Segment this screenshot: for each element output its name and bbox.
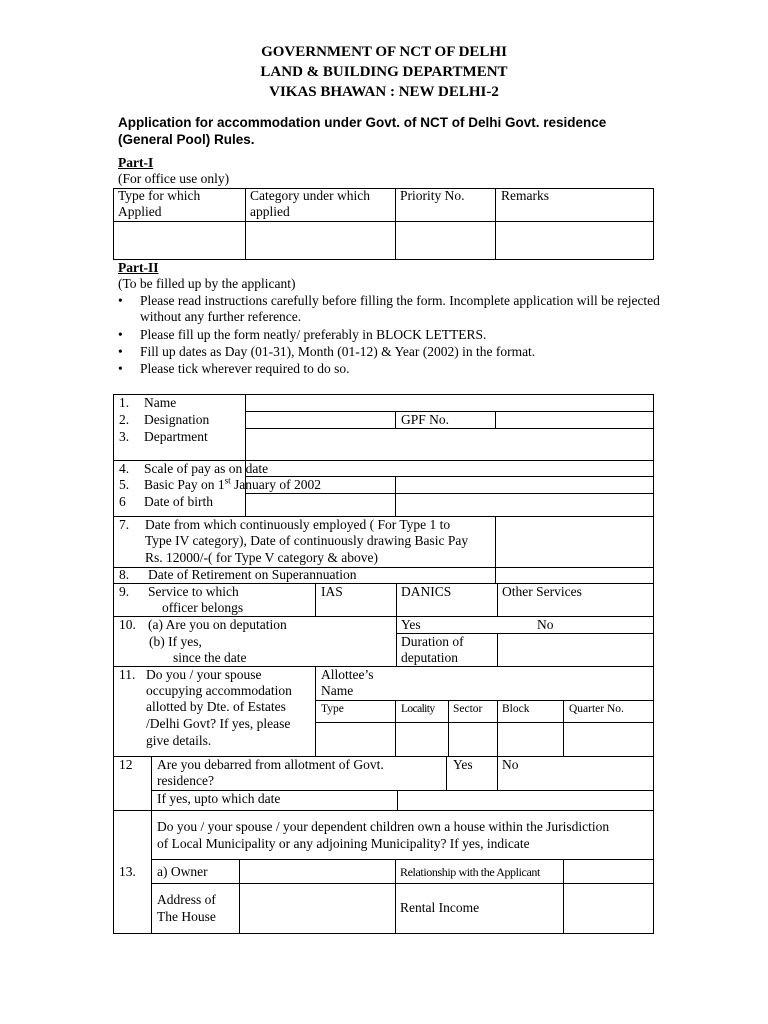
house-address-label: The House [157, 909, 216, 924]
part1-col-remarks: Remarks [501, 188, 549, 203]
row-number: 6 [119, 494, 126, 509]
duration-label: deputation [401, 650, 458, 665]
house-address-label: Address of [157, 892, 216, 907]
bullet-icon: • [118, 327, 123, 342]
govt-accommodation-label: Do you / your spouse [146, 667, 262, 682]
part1-input-remarks[interactable] [496, 222, 653, 259]
sector-header: Sector [453, 703, 483, 715]
deputation-since-label: (b) If yes, [149, 634, 202, 649]
duration-label: Duration of [401, 634, 464, 649]
row-number: 2. [119, 412, 130, 427]
type-field[interactable] [316, 723, 395, 756]
debarred-label: Are you debarred from allotment of Govt. [157, 757, 384, 772]
continuous-employment-label: Type IV category), Date of continuously drawing Basic Pay [145, 533, 469, 548]
bullet-icon: • [118, 293, 123, 308]
deputation-no-option[interactable]: No [537, 617, 554, 632]
gpf-field[interactable] [496, 412, 653, 428]
row-number: 13. [119, 864, 136, 879]
ias-option[interactable]: IAS [321, 584, 343, 599]
govt-accommodation-label: allotted by Dte. of Estates [146, 699, 286, 714]
row-number: 9. [119, 584, 130, 599]
department-field[interactable] [246, 429, 653, 460]
deputation-since-label: since the date [173, 650, 247, 665]
date-of-birth-field[interactable] [396, 494, 653, 516]
owner-field[interactable] [240, 860, 395, 883]
basic-pay-label: Basic Pay on 1st January of 2002 [144, 475, 321, 492]
instruction-text: Please read instructions carefully before filling the form. Incomplete application will be rejected without any further reference. [140, 293, 660, 324]
continuous-employment-label: Date from which continuously employed ( For Type 1 to [145, 517, 451, 532]
instruction-item [118, 327, 658, 343]
part1-input-category[interactable] [246, 222, 395, 259]
allottee-name-label: Allottee’s [321, 667, 374, 682]
instruction-text: Fill up dates as Day (01-31), Month (01-12) & Year (2002) in the format. [140, 344, 536, 359]
part1-note: (For office use only) [118, 171, 230, 186]
name-label: Name [144, 395, 177, 410]
row-number: 10. [119, 617, 136, 632]
debarred-label: residence? [157, 773, 214, 788]
service-label: Service to which [148, 584, 239, 599]
gpf-label: GPF No. [401, 412, 450, 427]
scale-of-pay-label: Scale of pay as on date [144, 461, 269, 476]
part2-heading: Part-II [118, 260, 159, 275]
row-number: 11. [119, 667, 136, 682]
part1-input-priority[interactable] [396, 222, 495, 259]
part1-col-type: Type for which Applied [118, 188, 201, 219]
own-house-label: Do you / your spouse / your dependent children own a house within the Jurisdiction [157, 819, 610, 834]
part1-input-type[interactable] [114, 222, 245, 259]
instruction-item [118, 293, 658, 325]
row-number: 4. [119, 461, 130, 476]
row-number: 1. [119, 395, 130, 410]
row-number: 8. [119, 567, 130, 582]
basic-pay-field[interactable] [396, 477, 653, 493]
row-number: 5. [119, 477, 130, 492]
sector-field[interactable] [449, 723, 497, 756]
govt-accommodation-label: occupying accommodation [146, 683, 292, 698]
row-number: 7. [119, 517, 130, 532]
own-house-label: of Local Municipality or any adjoining Municipality? If yes, indicate [157, 836, 530, 851]
instruction-item [118, 344, 658, 360]
house-address-field[interactable] [240, 884, 395, 933]
deputation-label: (a) Are you on deputation [148, 617, 287, 632]
part1-col-priority: Priority No. [400, 188, 465, 203]
scale-of-pay-field[interactable] [246, 461, 653, 476]
retirement-date-field[interactable] [496, 568, 653, 583]
header-line-address: VIKAS BHAWAN : NEW DELHI-2 [269, 84, 499, 100]
instruction-text: Please fill up the form neatly/ preferably in BLOCK LETTERS. [140, 327, 487, 342]
name-field[interactable] [246, 395, 653, 411]
instruction-item [118, 361, 658, 377]
continuous-employment-field[interactable] [496, 517, 653, 567]
debarred-date-label: If yes, upto which date [157, 791, 281, 806]
quarter-no-header: Quarter No. [569, 703, 624, 715]
form-title: Application for accommodation under Govt. of NCT of Delhi Govt. residence (General Pool) Rules. [118, 115, 607, 147]
allottee-name-field[interactable] [396, 667, 653, 700]
bullet-icon: • [118, 361, 123, 376]
duration-field[interactable] [498, 634, 653, 666]
govt-accommodation-label: give details. [146, 733, 212, 748]
date-of-birth-label: Date of birth [144, 494, 213, 509]
allottee-name-label: Name [321, 683, 354, 698]
instruction-text: Please tick wherever required to do so. [140, 361, 350, 376]
locality-field[interactable] [396, 723, 448, 756]
service-label: officer belongs [162, 600, 244, 615]
retirement-date-label: Date of Retirement on Superannuation [148, 567, 357, 582]
row-number: 12 [119, 757, 133, 772]
continuous-employment-label: Rs. 12000/-( for Type V category & above) [145, 550, 379, 565]
govt-accommodation-label: /Delhi Govt? If yes, please [146, 716, 291, 731]
other-services-option[interactable]: Other Services [502, 584, 582, 599]
header-line-government: GOVERNMENT OF NCT OF DELHI [261, 44, 507, 60]
row-number: 3. [119, 429, 130, 444]
rental-income-field[interactable] [564, 884, 653, 933]
block-header: Block [502, 703, 530, 715]
owner-label: a) Owner [157, 864, 208, 879]
part2-note: (To be filled up by the applicant) [118, 276, 296, 291]
department-label: Department [144, 429, 208, 444]
relationship-field[interactable] [564, 860, 653, 883]
part1-col-category: Category under which applied [250, 188, 370, 219]
part1-heading: Part-I [118, 155, 154, 170]
debarred-date-field[interactable] [398, 791, 653, 810]
type-header: Type [321, 703, 344, 715]
debarred-yes-option[interactable]: Yes [453, 757, 473, 772]
block-field[interactable] [498, 723, 563, 756]
designation-label: Designation [144, 412, 210, 427]
debarred-no-option[interactable]: No [502, 757, 519, 772]
quarter-no-field[interactable] [564, 723, 653, 756]
bullet-icon: • [118, 344, 123, 359]
locality-header: Locality [401, 703, 435, 715]
rental-income-label: Rental Income [400, 900, 480, 915]
deputation-yes-option[interactable]: Yes [401, 617, 421, 632]
header-line-department: LAND & BUILDING DEPARTMENT [260, 64, 508, 80]
danics-option[interactable]: DANICS [401, 584, 452, 599]
relationship-label: Relationship with the Applicant [400, 865, 540, 879]
designation-field[interactable] [246, 412, 395, 428]
